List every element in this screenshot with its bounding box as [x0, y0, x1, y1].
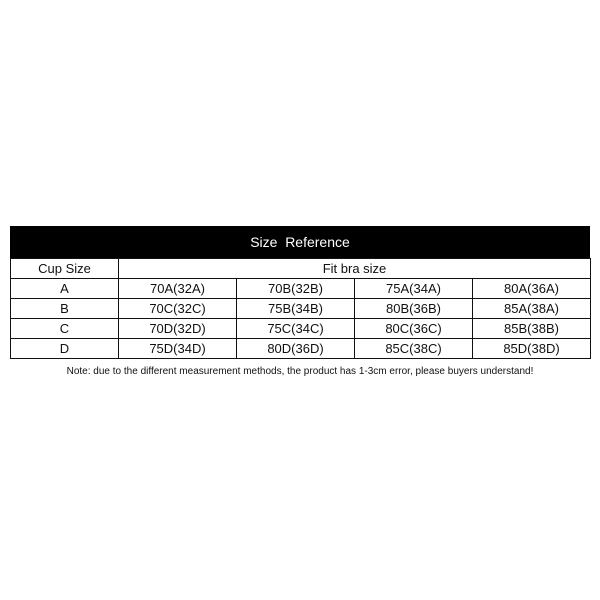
- size-cell: 70D(32D): [119, 319, 237, 339]
- size-cell: 70C(32C): [119, 299, 237, 319]
- header-fit-bra-size: Fit bra size: [119, 259, 591, 279]
- chart-title: Size Reference: [10, 226, 590, 258]
- size-cell: 75A(34A): [355, 279, 473, 299]
- size-cell: 80B(36B): [355, 299, 473, 319]
- size-reference-chart: [10, 226, 590, 381]
- size-cell: 75C(34C): [237, 319, 355, 339]
- cup-cell: A: [11, 279, 119, 299]
- size-cell: 85B(38B): [473, 319, 591, 339]
- size-cell: 75D(34D): [119, 339, 237, 359]
- table-row: [11, 279, 591, 299]
- header-cup-size: Cup Size: [11, 259, 119, 279]
- cup-cell: C: [11, 319, 119, 339]
- size-cell: 85C(38C): [355, 339, 473, 359]
- size-cell: 70B(32B): [237, 279, 355, 299]
- cup-cell: B: [11, 299, 119, 319]
- size-cell: 80A(36A): [473, 279, 591, 299]
- table-row: [11, 339, 591, 359]
- cup-cell: D: [11, 339, 119, 359]
- size-cell: 85A(38A): [473, 299, 591, 319]
- size-table: [10, 258, 591, 359]
- size-cell: 70A(32A): [119, 279, 237, 299]
- size-cell: 80C(36C): [355, 319, 473, 339]
- table-row: [11, 319, 591, 339]
- table-header-row: [11, 259, 591, 279]
- size-cell: 80D(36D): [237, 339, 355, 359]
- size-cell: 75B(34B): [237, 299, 355, 319]
- size-cell: 85D(38D): [473, 339, 591, 359]
- measurement-note: Note: due to the different measurement methods, the product has 1-3cm error, please buyers understand!: [66, 366, 534, 377]
- table-row: [11, 299, 591, 319]
